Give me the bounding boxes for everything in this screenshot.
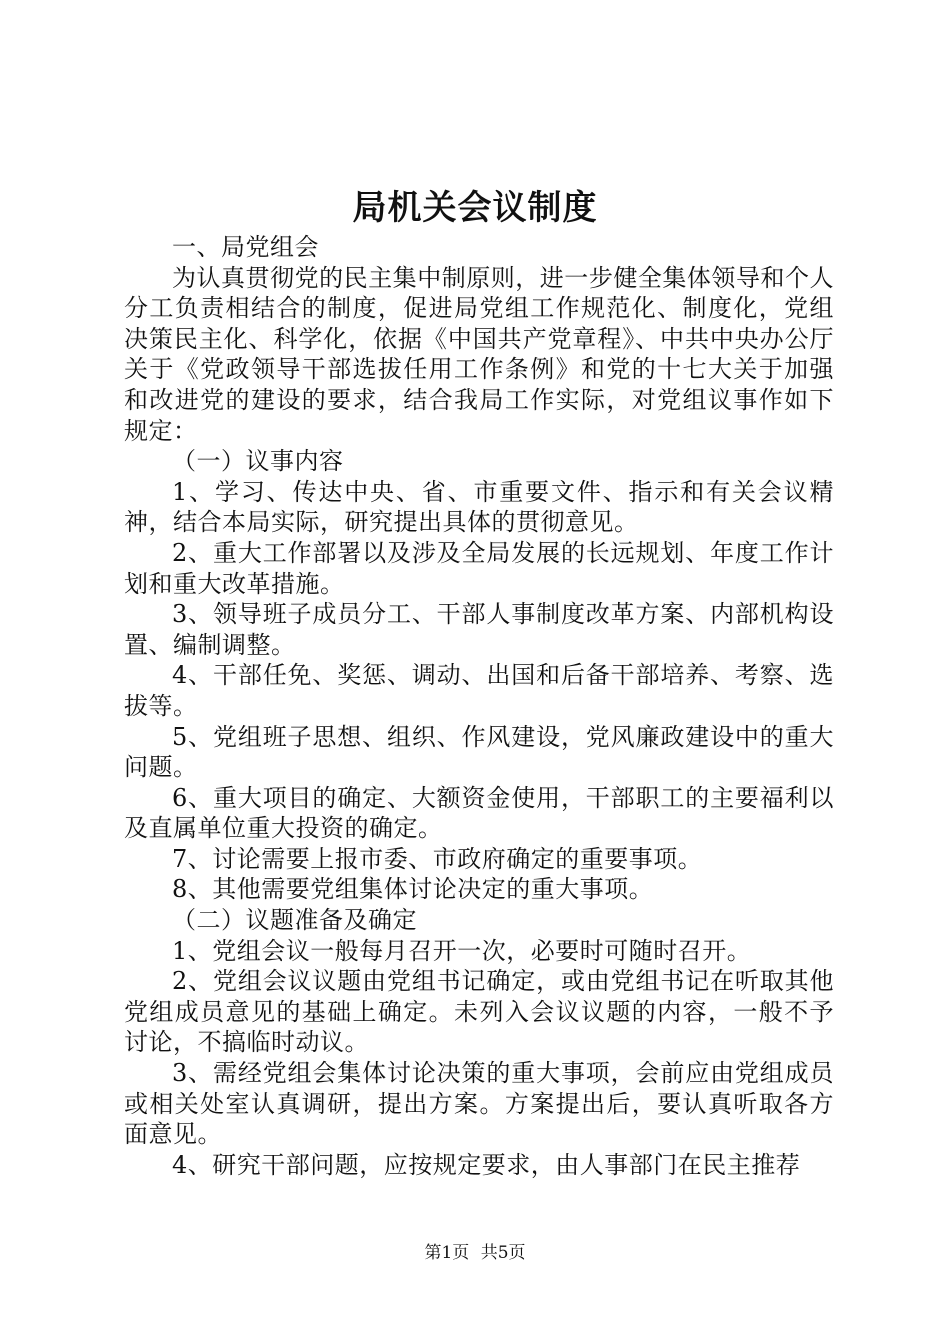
list-item: 6、重大项目的确定、大额资金使用，干部职工的主要福利以及直属单位重大投资的确定。 — [124, 783, 834, 843]
section-heading: 一、局党组会 — [172, 233, 319, 261]
page-footer — [0, 1242, 950, 1264]
list-item: 1、党组会议一般每月召开一次，必要时可随时召开。 — [172, 936, 752, 965]
document-body — [124, 232, 834, 1180]
intro-paragraph: 为认真贯彻党的民主集中制原则，进一步健全集体领导和个人分工负责相结合的制度，促进局党组工作规范化、制度化，党组决策民主化、科学化，依据《中国共产党章程》、中共中央办公厅关于《党政领导干部选拔任用工作条例》和党的十七大关于加强和改进党的建设的要求，结合我局工作实际，对党组议事作如下规定： — [124, 263, 834, 445]
document-title: 局机关会议制度 — [352, 188, 598, 228]
list-item: 2、重大工作部署以及涉及全局发展的长远规划、年度工作计划和重大改革措施。 — [124, 538, 834, 598]
list-item: 2、党组会议议题由党组书记确定，或由党组书记在听取其他党组成员意见的基础上确定。未列入会议议题的内容，一般不予讨论，不搞临时动议。 — [124, 967, 834, 1057]
subsection-heading: （二）议题准备及确定 — [172, 906, 417, 935]
list-item: 3、领导班子成员分工、干部人事制度改革方案、内部机构设置、编制调整。 — [124, 600, 834, 659]
list-item: 1、学习、传达中央、省、市重要文件、指示和有关会议精神，结合本局实际，研究提出具体的贯彻意见。 — [124, 477, 834, 537]
list-item: 7、讨论需要上报市委、市政府确定的重要事项。 — [172, 844, 703, 873]
page-number: 第1页 — [424, 1243, 470, 1263]
list-item: 8、其他需要党组集体讨论决定的重大事项。 — [172, 875, 654, 904]
subsection-heading: （一）议事内容 — [172, 447, 344, 476]
list-item: 4、干部任免、奖惩、调动、出国和后备干部培养、考察、选拔等。 — [124, 661, 834, 720]
list-item: 3、需经党组会集体讨论决策的重大事项，会前应由党组成员或相关处室认真调研，提出方案。方案提出后，要认真听取各方面意见。 — [124, 1059, 834, 1149]
page-total: 共5页 — [480, 1243, 526, 1263]
list-item: 4、研究干部问题，应按规定要求，由人事部门在民主推荐 — [172, 1150, 801, 1179]
list-item: 5、党组班子思想、组织、作风建设，党风廉政建设中的重大问题。 — [124, 722, 834, 782]
